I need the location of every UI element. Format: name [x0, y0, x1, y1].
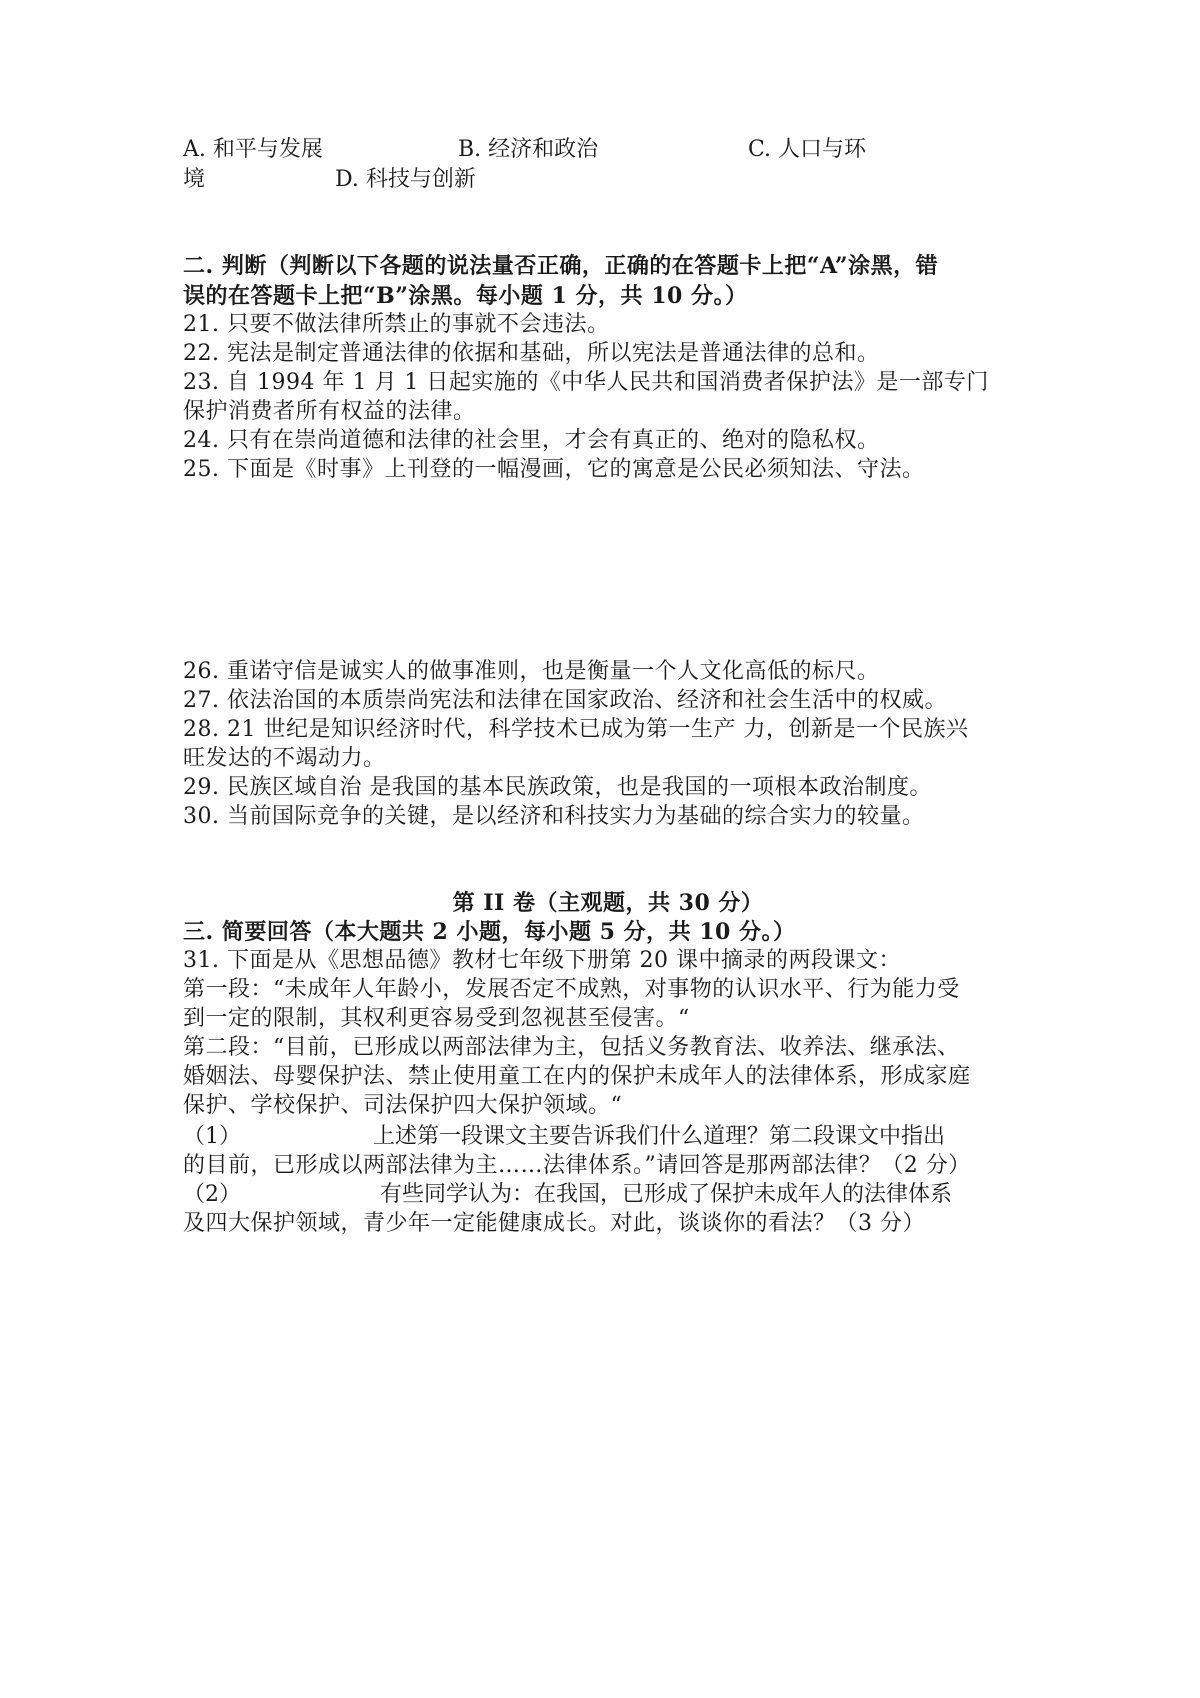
question-30: 30. 当前国际竞争的关键，是以经济和科技实力为基础的综合实力的较量。 [183, 804, 925, 829]
question-25: 25. 下面是《时事》上刊登的一幅漫画，它的寓意是公民必须知法、守法。 [183, 457, 925, 482]
question-23-line1: 23. 自 1994 年 1 月 1 日起实施的《中华人民共和国消费者保护法》是一部专门 [183, 370, 989, 395]
question-21: 21. 只要不做法律所禁止的事就不会违法。 [183, 312, 610, 337]
question-26: 26. 重诺守信是诚实人的做事准则，也是衡量一个人文化高低的标尺。 [183, 659, 880, 684]
paragraph1-line2: 到一定的限制，其权利更容易受到忽视甚至侵害。“ [183, 1006, 690, 1031]
question-28-line1: 28. 21 世纪是知识经济时代，科学技术已成为第一生产 力，创新是一个民族兴 [183, 717, 969, 742]
subquestion2-label: （2） [183, 1182, 241, 1207]
question-31-intro: 31. 下面是从《思想品德》教材七年级下册第 20 课中摘录的两段课文： [183, 948, 901, 973]
subquestion1-line1: 上述第一段课文主要告诉我们什么道理？第二段课文中指出 [373, 1124, 946, 1149]
section2-heading-line1: 二. 判断（判断以下各题的说法量否正确，正确的在答题卡上把“A”涂黑，错 [183, 253, 939, 279]
option-a: A. 和平与发展 [183, 137, 323, 162]
question-23-line2: 保护消费者所有权益的法律。 [183, 399, 476, 424]
question-27: 27. 依法治国的本质崇尚宪法和法律在国家政治、经济和社会生活中的权威。 [183, 688, 947, 713]
question-28-line2: 旺发达的不竭动力。 [183, 746, 386, 771]
part2-title: 第 II 卷（主观题，共 30 分） [452, 890, 764, 916]
subquestion2-line2: 及四大保护领域，青少年一定能健康成长。对此，谈谈你的看法？（3 分） [183, 1211, 925, 1236]
question-22: 22. 宪法是制定普通法律的依据和基础，所以宪法是普通法律的总和。 [183, 341, 880, 366]
section3-heading: 三. 简要回答（本大题共 2 小题，每小题 5 分，共 10 分。） [183, 919, 796, 945]
option-b: B. 经济和政治 [458, 137, 599, 162]
paragraph2-line3: 保护、学校保护、司法保护四大保护领域。“ [183, 1093, 623, 1118]
question-29: 29. 民族区域自治 是我国的基本民族政策，也是我国的一项根本政治制度。 [183, 775, 932, 800]
option-c: C. 人口与环 [748, 137, 867, 162]
subquestion2-line1: 有些同学认为：在我国，已形成了保护未成年人的法律体系 [380, 1182, 953, 1207]
option-d: D. 科技与创新 [335, 167, 476, 192]
paragraph2-line2: 婚姻法、母婴保护法、禁止使用童工在内的保护未成年人的法律体系，形成家庭 [183, 1064, 971, 1089]
option-c-continuation: 境 [183, 167, 206, 192]
section2-heading-line2: 误的在答题卡上把“B”涂黑。每小题 1 分，共 10 分。） [183, 283, 748, 309]
subquestion1-line2: 的目前，已形成以两部法律为主……法律体系。”请回答是那两部法律？（2 分） [183, 1153, 971, 1178]
cartoon-placeholder [183, 490, 1033, 650]
paragraph1-line1: 第一段：“未成年人年龄小，发展否定不成熟，对事物的认识水平、行为能力受 [183, 977, 960, 1002]
paragraph2-line1: 第二段：“目前，已形成以两部法律为主，包括义务教育法、收养法、继承法、 [183, 1035, 960, 1060]
subquestion1-label: （1） [183, 1124, 241, 1149]
question-24: 24. 只有在崇尚道德和法律的社会里，才会有真正的、绝对的隐私权。 [183, 428, 880, 453]
